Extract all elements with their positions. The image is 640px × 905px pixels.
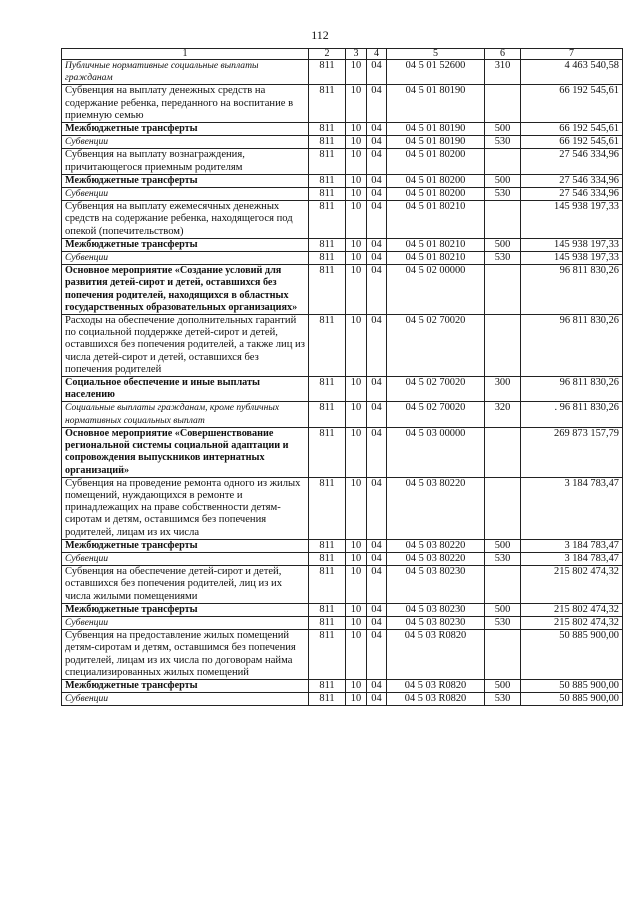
cell-amount: 50 885 900,00 (521, 630, 623, 680)
cell-code-5: 04 5 02 70020 (387, 377, 485, 402)
table-row (62, 252, 623, 265)
cell-amount: 27 546 334,96 (521, 188, 623, 201)
cell-code-3: 10 (346, 427, 367, 477)
cell-code-3: 10 (346, 188, 367, 201)
cell-code-5: 04 5 03 80220 (387, 552, 485, 565)
cell-code-5: 04 5 03 80230 (387, 616, 485, 629)
cell-code-3: 10 (346, 123, 367, 136)
row-name: Публичные нормативные социальные выплаты гражданам (62, 60, 309, 85)
table-row (62, 377, 623, 402)
cell-code-6 (485, 315, 521, 377)
cell-code-4: 04 (367, 174, 387, 187)
cell-code-6 (485, 427, 521, 477)
cell-amount: 50 885 900,00 (521, 679, 623, 692)
column-header: 6 (485, 49, 521, 60)
cell-code-5: 04 5 03 80230 (387, 603, 485, 616)
cell-code-4: 04 (367, 265, 387, 315)
cell-code-3: 10 (346, 693, 367, 706)
row-name: Межбюджетные трансферты (62, 238, 309, 251)
table-row (62, 188, 623, 201)
cell-code-6 (485, 201, 521, 239)
column-header: 5 (387, 49, 485, 60)
cell-code-5: 04 5 03 80230 (387, 566, 485, 604)
cell-code-2: 811 (309, 265, 346, 315)
cell-code-4: 04 (367, 693, 387, 706)
column-header: 7 (521, 49, 623, 60)
cell-code-6: 310 (485, 60, 521, 85)
cell-code-2: 811 (309, 174, 346, 187)
cell-code-4: 04 (367, 60, 387, 85)
cell-code-4: 04 (367, 85, 387, 123)
row-name: Субвенция на выплату денежных средств на содержание ребенка, переданного на воспитание в приемную семью (62, 85, 309, 123)
cell-code-2: 811 (309, 679, 346, 692)
cell-amount: 269 873 157,79 (521, 427, 623, 477)
cell-code-2: 811 (309, 616, 346, 629)
cell-code-5: 04 5 01 80210 (387, 201, 485, 239)
table-row (62, 427, 623, 477)
row-name: Основное мероприятие «Создание условий для развития детей-сирот и детей, оставшихся без попечения родителей, находящихся в областных государственных образовательных организациях» (62, 265, 309, 315)
cell-code-2: 811 (309, 539, 346, 552)
cell-amount: 96 811 830,26 (521, 377, 623, 402)
cell-code-3: 10 (346, 566, 367, 604)
cell-code-4: 04 (367, 201, 387, 239)
row-name: Субвенция на выплату ежемесячных денежных средств на содержание ребенка, находящегося под опекой (попечительством) (62, 201, 309, 239)
cell-amount: 145 938 197,33 (521, 238, 623, 251)
row-name: Межбюджетные трансферты (62, 174, 309, 187)
table-row (62, 477, 623, 539)
table-row (62, 693, 623, 706)
cell-code-3: 10 (346, 679, 367, 692)
table-row (62, 616, 623, 629)
cell-code-5: 04 5 03 80220 (387, 477, 485, 539)
cell-code-2: 811 (309, 136, 346, 149)
cell-amount: 145 938 197,33 (521, 252, 623, 265)
table-row (62, 552, 623, 565)
cell-code-6 (485, 265, 521, 315)
cell-code-6: 530 (485, 693, 521, 706)
cell-code-2: 811 (309, 238, 346, 251)
row-name: Межбюджетные трансферты (62, 603, 309, 616)
cell-code-4: 04 (367, 566, 387, 604)
cell-amount: 215 802 474,32 (521, 603, 623, 616)
cell-code-5: 04 5 01 80200 (387, 174, 485, 187)
column-header: 4 (367, 49, 387, 60)
cell-code-4: 04 (367, 252, 387, 265)
cell-amount: 3 184 783,47 (521, 477, 623, 539)
cell-code-4: 04 (367, 427, 387, 477)
cell-code-3: 10 (346, 174, 367, 187)
cell-code-5: 04 5 01 80190 (387, 136, 485, 149)
cell-code-3: 10 (346, 238, 367, 251)
cell-code-6 (485, 630, 521, 680)
cell-code-6: 530 (485, 136, 521, 149)
cell-amount: 4 463 540,58 (521, 60, 623, 85)
cell-code-2: 811 (309, 315, 346, 377)
cell-amount: 66 192 545,61 (521, 85, 623, 123)
table-row (62, 679, 623, 692)
cell-code-4: 04 (367, 238, 387, 251)
table-row (62, 238, 623, 251)
cell-amount: 50 885 900,00 (521, 693, 623, 706)
cell-code-4: 04 (367, 603, 387, 616)
cell-code-3: 10 (346, 252, 367, 265)
row-name: Основное мероприятие «Совершенствование региональной системы социальной адаптации и сопровождения выпускников интернатных организаций» (62, 427, 309, 477)
cell-code-3: 10 (346, 630, 367, 680)
cell-code-2: 811 (309, 630, 346, 680)
cell-code-3: 10 (346, 402, 367, 427)
cell-code-6: 530 (485, 252, 521, 265)
cell-code-4: 04 (367, 616, 387, 629)
cell-code-6 (485, 85, 521, 123)
cell-code-5: 04 5 02 70020 (387, 315, 485, 377)
cell-code-5: 04 5 03 00000 (387, 427, 485, 477)
cell-code-2: 811 (309, 402, 346, 427)
cell-code-3: 10 (346, 265, 367, 315)
cell-code-4: 04 (367, 123, 387, 136)
cell-code-2: 811 (309, 427, 346, 477)
cell-code-2: 811 (309, 377, 346, 402)
cell-code-4: 04 (367, 539, 387, 552)
cell-code-4: 04 (367, 136, 387, 149)
cell-code-3: 10 (346, 603, 367, 616)
table-row (62, 149, 623, 174)
cell-code-4: 04 (367, 402, 387, 427)
cell-code-2: 811 (309, 693, 346, 706)
row-name: Субвенции (62, 188, 309, 201)
row-name: Социальные выплаты гражданам, кроме публичных нормативных социальных выплат (62, 402, 309, 427)
cell-code-5: 04 5 01 80200 (387, 188, 485, 201)
row-name: Субвенция на обеспечение детей-сирот и детей, оставшихся без попечения родителей, лиц из их числа жилыми помещениями (62, 566, 309, 604)
cell-code-2: 811 (309, 149, 346, 174)
cell-code-6: 530 (485, 552, 521, 565)
cell-code-3: 10 (346, 616, 367, 629)
cell-code-5: 04 5 01 80200 (387, 149, 485, 174)
cell-code-6 (485, 149, 521, 174)
cell-code-3: 10 (346, 377, 367, 402)
cell-code-4: 04 (367, 552, 387, 565)
row-name: Субвенция на проведение ремонта одного из жилых помещений, нуждающихся в ремонте и принадлежащих на праве собственности детям-сиротам и детям, оставшимся без попечения родителей, лицам из их числа (62, 477, 309, 539)
table-row (62, 402, 623, 427)
row-name: Межбюджетные трансферты (62, 539, 309, 552)
cell-code-4: 04 (367, 315, 387, 377)
table-row (62, 566, 623, 604)
row-name: Субвенция на предоставление жилых помещений детям-сиротам и детям, оставшимся без попечения родителей, лицам из их числа по договорам найма специализированных жилых помещений (62, 630, 309, 680)
table-row (62, 630, 623, 680)
row-name: Субвенции (62, 252, 309, 265)
cell-code-6 (485, 477, 521, 539)
cell-code-3: 10 (346, 136, 367, 149)
budget-table (61, 48, 623, 706)
cell-code-3: 10 (346, 60, 367, 85)
table-row (62, 136, 623, 149)
cell-code-6: 500 (485, 238, 521, 251)
cell-code-2: 811 (309, 85, 346, 123)
cell-code-3: 10 (346, 477, 367, 539)
cell-code-2: 811 (309, 603, 346, 616)
row-name: Межбюджетные трансферты (62, 679, 309, 692)
cell-code-5: 04 5 03 80220 (387, 539, 485, 552)
cell-code-6: 500 (485, 679, 521, 692)
cell-code-2: 811 (309, 188, 346, 201)
row-name: Субвенции (62, 616, 309, 629)
row-name: Расходы на обеспечение дополнительных гарантий по социальной поддержке детей-сирот и детей, оставшихся без попечения родителей, а также лиц из числа детей-сирот и детей, оставшихся без попечения родителей (62, 315, 309, 377)
cell-code-4: 04 (367, 630, 387, 680)
cell-code-6: 500 (485, 539, 521, 552)
table-row (62, 85, 623, 123)
cell-code-5: 04 5 03 R0820 (387, 630, 485, 680)
cell-code-2: 811 (309, 552, 346, 565)
cell-amount: 96 811 830,26 (521, 315, 623, 377)
cell-code-6: 530 (485, 188, 521, 201)
cell-code-3: 10 (346, 149, 367, 174)
cell-amount: 27 546 334,96 (521, 149, 623, 174)
cell-code-6: 500 (485, 603, 521, 616)
cell-amount: 215 802 474,32 (521, 616, 623, 629)
cell-code-3: 10 (346, 552, 367, 565)
table-row (62, 60, 623, 85)
cell-code-2: 811 (309, 566, 346, 604)
column-header: 3 (346, 49, 367, 60)
table-row (62, 174, 623, 187)
cell-code-6: 530 (485, 616, 521, 629)
cell-code-2: 811 (309, 477, 346, 539)
table-row (62, 539, 623, 552)
table-row (62, 201, 623, 239)
cell-amount: 66 192 545,61 (521, 123, 623, 136)
cell-code-3: 10 (346, 201, 367, 239)
cell-code-2: 811 (309, 252, 346, 265)
column-header: 1 (62, 49, 309, 60)
header-row (62, 49, 623, 60)
table-row (62, 315, 623, 377)
cell-code-5: 04 5 03 R0820 (387, 679, 485, 692)
cell-code-6: 500 (485, 123, 521, 136)
cell-code-3: 10 (346, 539, 367, 552)
cell-code-2: 811 (309, 60, 346, 85)
table-row (62, 265, 623, 315)
cell-amount: 66 192 545,61 (521, 136, 623, 149)
row-name: Субвенции (62, 552, 309, 565)
cell-amount: . 96 811 830,26 (521, 402, 623, 427)
cell-code-3: 10 (346, 315, 367, 377)
table-row (62, 123, 623, 136)
cell-code-3: 10 (346, 85, 367, 123)
row-name: Субвенция на выплату вознаграждения, причитающегося приемным родителям (62, 149, 309, 174)
cell-code-5: 04 5 01 80190 (387, 85, 485, 123)
cell-code-4: 04 (367, 188, 387, 201)
row-name: Субвенции (62, 136, 309, 149)
cell-amount: 3 184 783,47 (521, 552, 623, 565)
cell-code-6 (485, 566, 521, 604)
row-name: Межбюджетные трансферты (62, 123, 309, 136)
cell-code-5: 04 5 03 R0820 (387, 693, 485, 706)
cell-code-6: 300 (485, 377, 521, 402)
cell-code-2: 811 (309, 201, 346, 239)
cell-amount: 3 184 783,47 (521, 539, 623, 552)
column-header: 2 (309, 49, 346, 60)
cell-amount: 96 811 830,26 (521, 265, 623, 315)
cell-amount: 215 802 474,32 (521, 566, 623, 604)
cell-amount: 145 938 197,33 (521, 201, 623, 239)
cell-code-4: 04 (367, 149, 387, 174)
cell-code-4: 04 (367, 477, 387, 539)
cell-code-5: 04 5 01 52600 (387, 60, 485, 85)
table-row (62, 603, 623, 616)
page-number: 112 (311, 28, 329, 42)
cell-code-4: 04 (367, 377, 387, 402)
cell-code-5: 04 5 01 80190 (387, 123, 485, 136)
row-name: Субвенции (62, 693, 309, 706)
cell-amount: 27 546 334,96 (521, 174, 623, 187)
table-header (62, 49, 623, 60)
cell-code-2: 811 (309, 123, 346, 136)
cell-code-6: 500 (485, 174, 521, 187)
cell-code-5: 04 5 02 00000 (387, 265, 485, 315)
cell-code-6: 320 (485, 402, 521, 427)
cell-code-5: 04 5 02 70020 (387, 402, 485, 427)
cell-code-5: 04 5 01 80210 (387, 252, 485, 265)
row-name: Социальное обеспечение и иные выплаты населению (62, 377, 309, 402)
cell-code-4: 04 (367, 679, 387, 692)
cell-code-5: 04 5 01 80210 (387, 238, 485, 251)
table-body (62, 60, 623, 706)
